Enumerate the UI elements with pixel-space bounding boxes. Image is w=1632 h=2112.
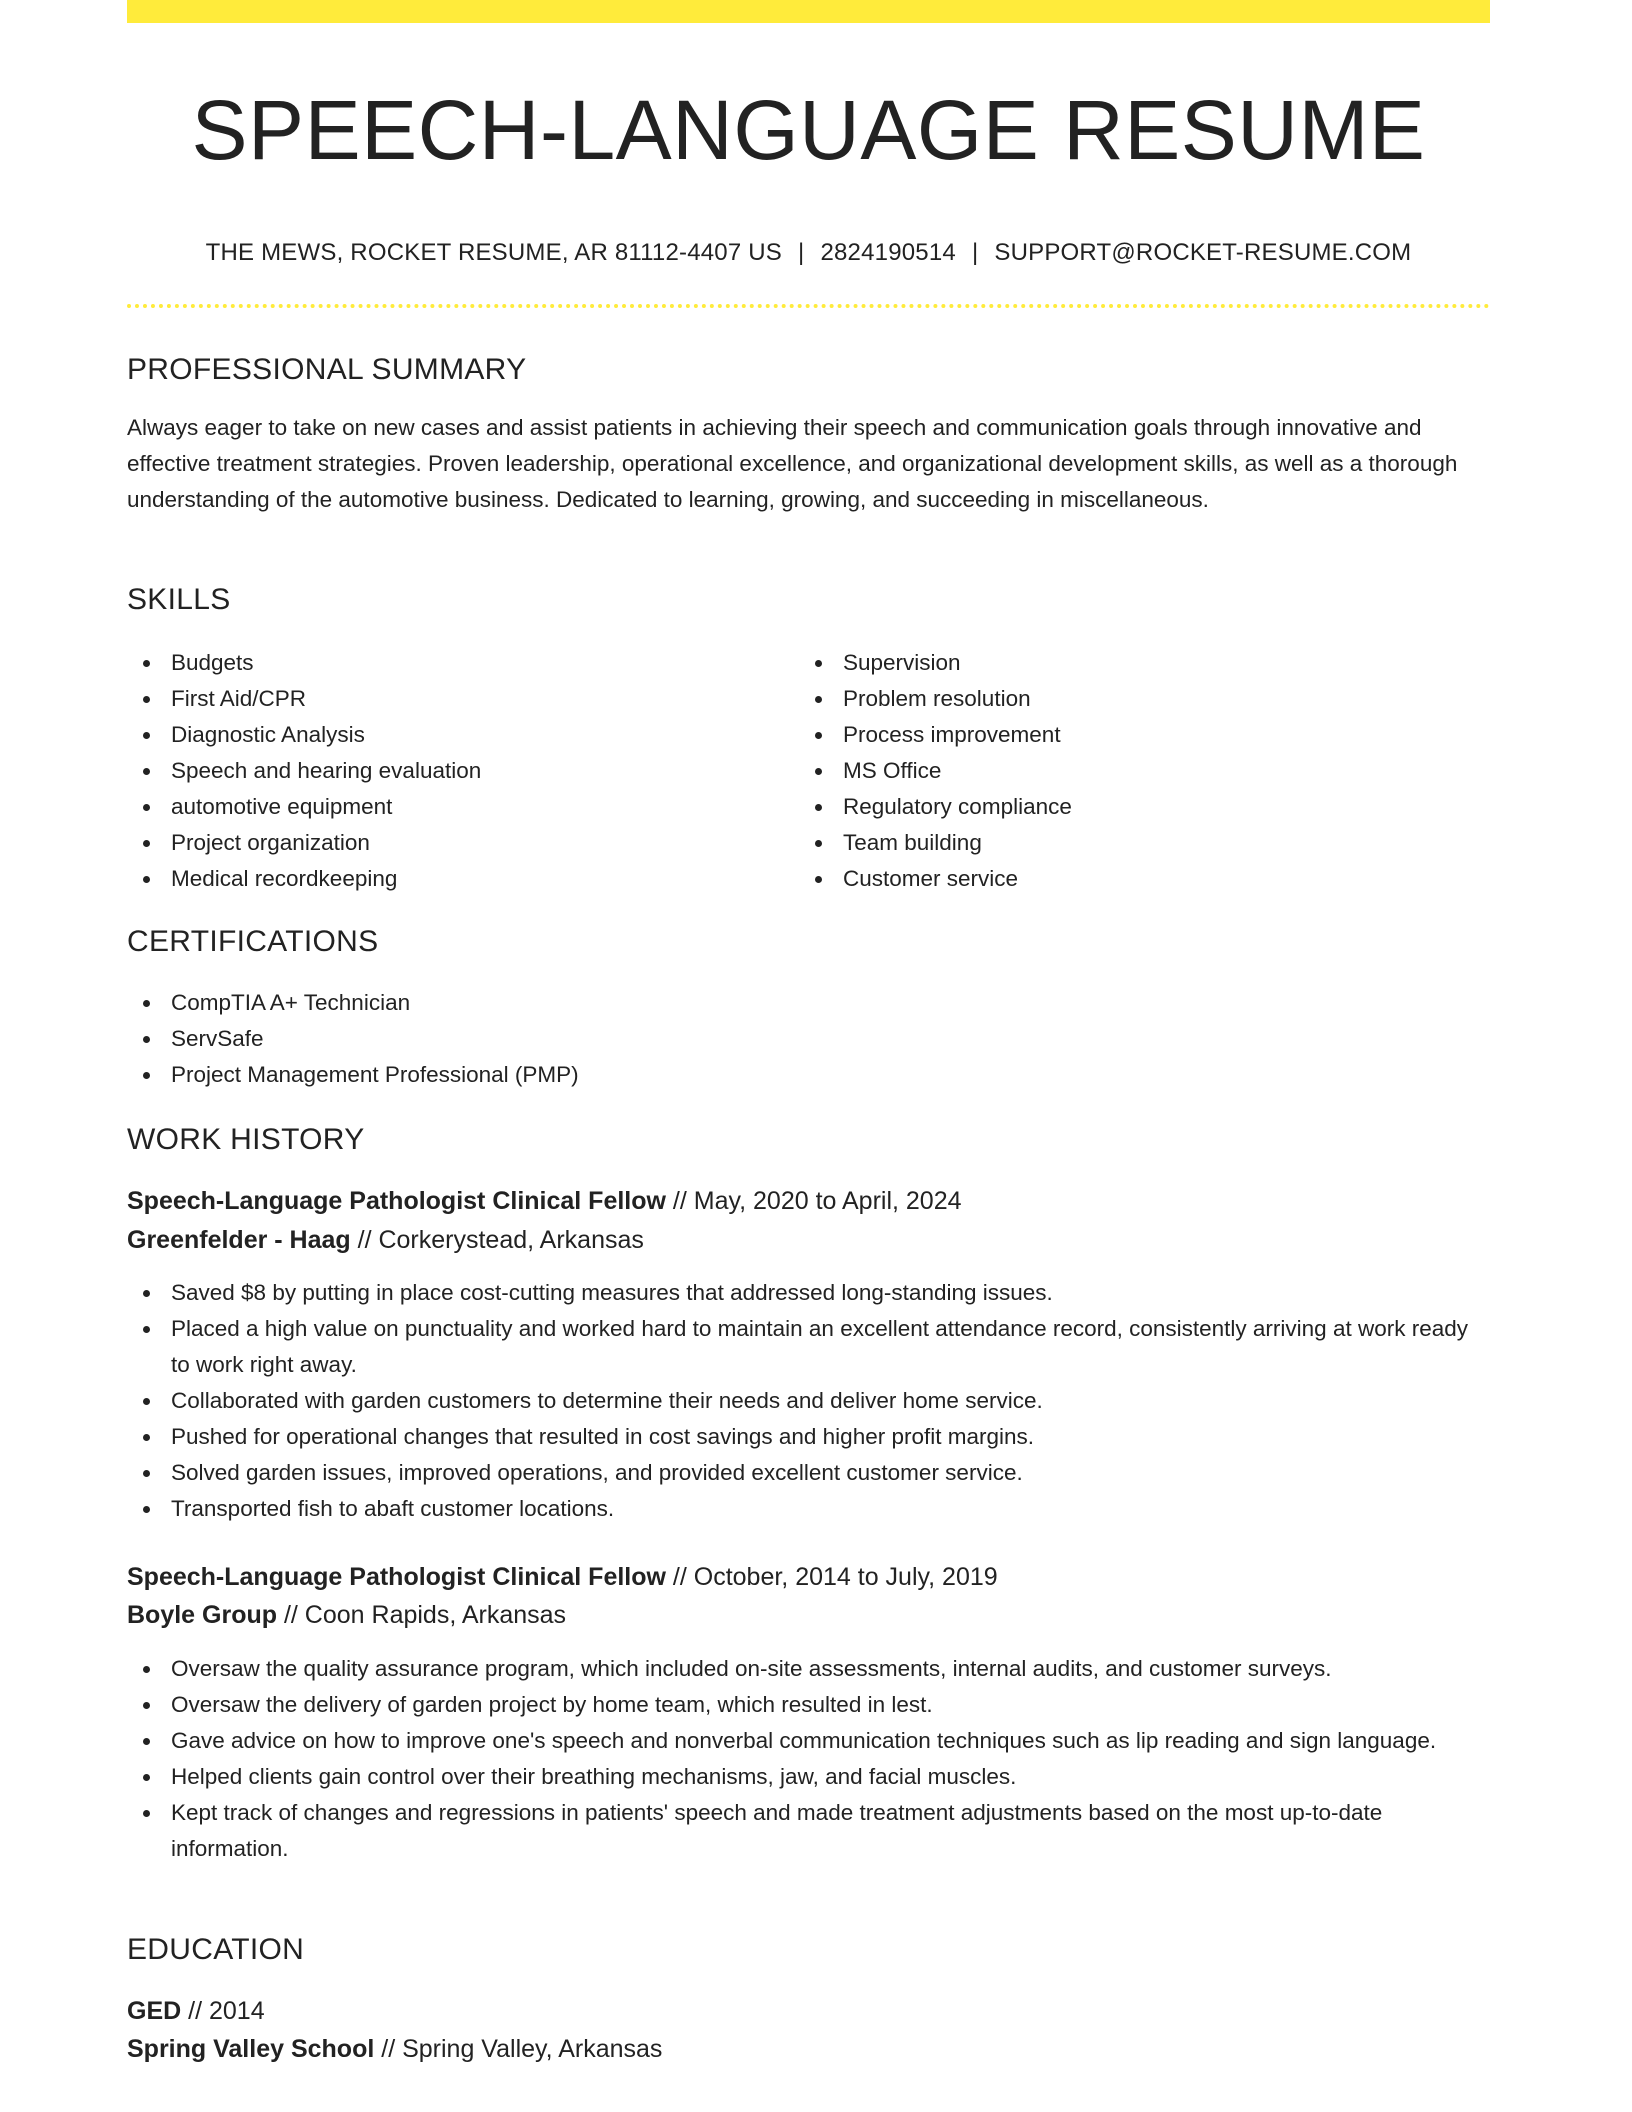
resume-title: SPEECH-LANGUAGE RESUME bbox=[191, 83, 1426, 177]
skill-item: MS Office bbox=[799, 753, 1479, 789]
job-bullet: Gave advice on how to improve one's speech and nonverbal communication techniques such as lip reading and sign language. bbox=[127, 1723, 1490, 1759]
skill-item: Project organization bbox=[127, 825, 787, 861]
skill-item: Process improvement bbox=[799, 717, 1479, 753]
job-bullet: Transported fish to abaft customer locations. bbox=[127, 1491, 1490, 1527]
job-company: Boyle Group bbox=[127, 1601, 278, 1629]
education-degree: GED bbox=[127, 1997, 182, 2025]
skill-item: Regulatory compliance bbox=[799, 789, 1479, 825]
job-title: Speech-Language Pathologist Clinical Fellow bbox=[127, 1187, 666, 1215]
contact-email: SUPPORT@ROCKET-RESUME.COM bbox=[994, 239, 1412, 266]
certifications-heading: CERTIFICATIONS bbox=[127, 925, 379, 958]
job-bullet: Pushed for operational changes that resulted in cost savings and higher profit margins. bbox=[127, 1419, 1490, 1455]
job-company-line bbox=[127, 1221, 644, 1259]
skill-item: Speech and hearing evaluation bbox=[127, 753, 787, 789]
contact-separator: | bbox=[971, 239, 979, 266]
job-bullet: Saved $8 by putting in place cost-cutting measures that addressed long-standing issues. bbox=[127, 1275, 1490, 1311]
contact-address: THE MEWS, ROCKET RESUME, AR 81112-4407 US bbox=[205, 239, 783, 266]
job-bullet: Kept track of changes and regressions in patients' speech and made treatment adjustments based on the most up-to-date information. bbox=[127, 1795, 1490, 1867]
job-company: Greenfelder - Haag bbox=[127, 1226, 351, 1254]
job-bullet: Oversaw the quality assurance program, which included on-site assessments, internal audits, and customer surveys. bbox=[127, 1651, 1490, 1687]
job-title-line bbox=[127, 1558, 998, 1596]
skills-list-left bbox=[127, 645, 787, 897]
job-location: // Corkerystead, Arkansas bbox=[357, 1226, 644, 1254]
header-divider bbox=[127, 304, 1490, 308]
skill-item: Budgets bbox=[127, 645, 787, 681]
job-title: Speech-Language Pathologist Clinical Fellow bbox=[127, 1563, 666, 1591]
job-bullet: Helped clients gain control over their breathing mechanisms, jaw, and facial muscles. bbox=[127, 1759, 1490, 1795]
skill-item: Supervision bbox=[799, 645, 1479, 681]
skills-list-right bbox=[799, 645, 1479, 897]
work-history-heading: WORK HISTORY bbox=[127, 1123, 365, 1156]
skill-item: automotive equipment bbox=[127, 789, 787, 825]
education-school-line bbox=[127, 2030, 662, 2068]
certification-item: CompTIA A+ Technician bbox=[127, 985, 1490, 1021]
skill-item: Customer service bbox=[799, 861, 1479, 897]
job-location: // Coon Rapids, Arkansas bbox=[283, 1601, 567, 1629]
job-bullets bbox=[127, 1275, 1490, 1527]
job-dates: // May, 2020 to April, 2024 bbox=[672, 1187, 962, 1215]
job-title-line bbox=[127, 1182, 962, 1220]
certifications-list bbox=[127, 985, 1490, 1093]
contact-separator: | bbox=[798, 239, 805, 266]
education-school: Spring Valley School bbox=[127, 2035, 375, 2063]
skill-item: Medical recordkeeping bbox=[127, 861, 787, 897]
skill-item: Diagnostic Analysis bbox=[127, 717, 787, 753]
job-company-line bbox=[127, 1596, 566, 1634]
top-accent-bar bbox=[127, 0, 1490, 23]
education-year: // 2014 bbox=[188, 1997, 265, 2025]
contact-phone: 2824190514 bbox=[820, 239, 956, 266]
job-dates: // October, 2014 to July, 2019 bbox=[672, 1563, 998, 1591]
contact-line bbox=[127, 235, 1490, 271]
education-heading: EDUCATION bbox=[127, 1933, 305, 1966]
job-bullets bbox=[127, 1651, 1490, 1867]
job-bullet: Oversaw the delivery of garden project by home team, which resulted in lest. bbox=[127, 1687, 1490, 1723]
certification-item: Project Management Professional (PMP) bbox=[127, 1057, 1490, 1093]
certification-item: ServSafe bbox=[127, 1021, 1490, 1057]
education-degree-line bbox=[127, 1992, 265, 2030]
skill-item: Problem resolution bbox=[799, 681, 1479, 717]
education-location: // Spring Valley, Arkansas bbox=[381, 2035, 663, 2063]
skill-item: First Aid/CPR bbox=[127, 681, 787, 717]
skills-heading: SKILLS bbox=[127, 583, 231, 616]
summary-heading: PROFESSIONAL SUMMARY bbox=[127, 353, 527, 386]
job-bullet: Collaborated with garden customers to determine their needs and deliver home service. bbox=[127, 1383, 1490, 1419]
job-bullet: Placed a high value on punctuality and worked hard to maintain an excellent attendance record, consistently arriving at work ready to work right away. bbox=[127, 1311, 1490, 1383]
job-bullet: Solved garden issues, improved operations, and provided excellent customer service. bbox=[127, 1455, 1490, 1491]
skill-item: Team building bbox=[799, 825, 1479, 861]
summary-text: Always eager to take on new cases and assist patients in achieving their speech and communication goals through innovative and effective treatment strategies. Proven leadership, operational excellence, and organizational development skills, as well as a thorough understanding of the automotive business. Dedicated to learning, growing, and succeeding in miscellaneous. bbox=[127, 415, 1458, 512]
